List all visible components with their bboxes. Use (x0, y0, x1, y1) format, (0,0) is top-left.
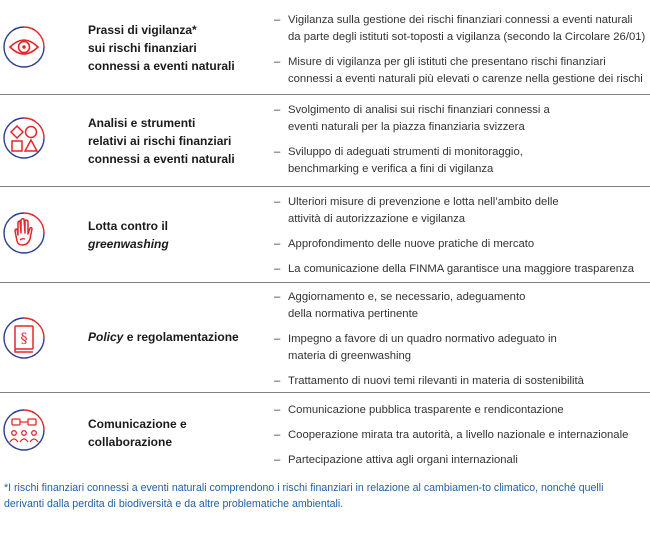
list-item: – La comunicazione della FINMA garantisce una maggiore trasparenza (274, 261, 646, 278)
list-item: – Vigilanza sulla gestione dei rischi finanziari connessi a eventi naturali da parte degli istituti sot-toposti a vigilanza (secondo la Circolare 26/01) (274, 12, 646, 46)
list-item: – Trattamento di nuovi temi rilevanti in materia di sostenibilità (274, 373, 646, 390)
title-line: connessi a eventi naturali (88, 152, 235, 166)
row-analisi-strumenti (0, 94, 650, 187)
list-item: – Aggiornamento e, se necessario, adeguamento della normativa pertinente (274, 289, 538, 323)
title-line: greenwashing (88, 237, 169, 251)
item-list (274, 402, 646, 469)
law-book-icon (2, 316, 46, 360)
item-list (274, 289, 646, 390)
title-line: connessi a eventi naturali (88, 59, 235, 73)
row-title (88, 21, 253, 75)
list-item: – Ulteriori misure di prevenzione e lotta nell’ambito delle attività di autorizzazione e vigilanza (274, 194, 578, 228)
people-network-icon (2, 408, 46, 452)
list-item: – Cooperazione mirata tra autorità, a livello nazionale e internazionale (274, 427, 646, 444)
list-item: – Impegno a favore di un quadro normativo adeguato in materia di greenwashing (274, 331, 588, 365)
item-list (274, 12, 646, 88)
row-title (88, 217, 253, 253)
title-line: Lotta contro il (88, 219, 168, 233)
title-line: sui rischi finanziari (88, 41, 197, 55)
title-line: Comunicazione e (88, 417, 187, 431)
list-item: – Partecipazione attiva agli organi internazionali (274, 452, 646, 469)
hand-stop-icon (2, 211, 46, 255)
row-title (88, 328, 253, 346)
row-greenwashing (0, 186, 650, 283)
row-policy (0, 282, 650, 393)
list-item: – Svolgimento di analisi sui rischi finanziari connessi a eventi naturali per la piazza finanziaria svizzera (274, 102, 578, 136)
list-item: – Approfondimento delle nuove pratiche di mercato (274, 236, 646, 253)
footnote: *I rischi finanziari connessi a eventi naturali comprendono i rischi finanziari in relazione al cambiamen-to climatico, nonché quelli derivanti dalla perdita di biodiversità e da altre problematiche ambientali. (4, 482, 604, 510)
list-item: – Misure di vigilanza per gli istituti che presentano rischi finanziari connessi a eventi naturali più elevati o carenze nella gestione dei rischi (274, 54, 646, 88)
row-prassi-vigilanza (0, 0, 650, 95)
svg-text:§: § (20, 331, 28, 347)
title-line: Analisi e strumenti (88, 116, 196, 130)
title-line: relativi ai rischi finanziari (88, 134, 232, 148)
title-line: Prassi di vigilanza* (88, 23, 197, 37)
title-fragment: e regolamentazione (123, 330, 239, 344)
row-title (88, 415, 253, 451)
item-list (274, 102, 646, 178)
title-line (88, 328, 253, 346)
eye-icon (2, 25, 46, 69)
item-list (274, 194, 646, 278)
title-fragment: Policy (88, 330, 124, 344)
row-title (88, 114, 253, 168)
shapes-icon (2, 116, 46, 160)
row-comunicazione (0, 392, 650, 472)
list-item: – Sviluppo di adeguati strumenti di monitoraggio, benchmarking e verifica a fini di vigilanza (274, 144, 578, 178)
list-item: – Comunicazione pubblica trasparente e rendicontazione (274, 402, 646, 419)
title-line: collaborazione (88, 435, 173, 449)
